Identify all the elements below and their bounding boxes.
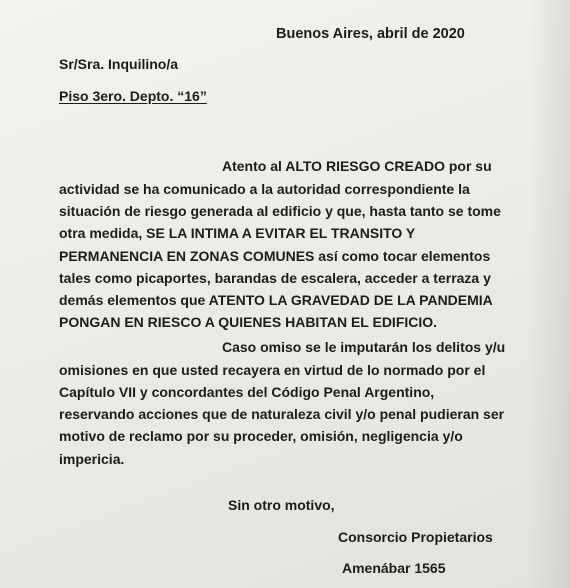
paragraph-line: reservando acciones que de naturaleza civil y/o penal pudieran ser — [59, 406, 505, 422]
paragraph-line: actividad se ha comunicado a la autoridad correspondiente la — [59, 181, 470, 197]
paragraph-line: PERMANENCIA EN ZONAS COMUNES así como tocar elementos — [59, 248, 491, 264]
paragraph-line: situación de riesgo generada al edificio y que, hasta tanto se tome — [59, 203, 501, 219]
signature-name: Consorcio Propietarios — [338, 529, 493, 545]
paragraph-line: motivo de reclamo por su proceder, omisión, negligencia y/o — [59, 428, 463, 444]
paragraph-line: Atento al ALTO RIESGO CREADO por su — [222, 158, 492, 174]
paragraph-line: demás elementos que ATENTO LA GRAVEDAD DE LA PANDEMIA — [59, 292, 493, 308]
paragraph-line: otra medida, SE LA INTIMA A EVITAR EL TRANSITO Y — [59, 225, 416, 241]
unit-line: Piso 3ero. Depto. “16” — [59, 88, 207, 104]
paragraph-line: tales como picaportes, barandas de escalera, acceder a terraza y — [59, 270, 491, 286]
paragraph-line: Caso omiso se le imputarán los delitos y/u — [222, 339, 506, 355]
addressee: Sr/Sra. Inquilino/a — [59, 56, 179, 72]
paragraph-line: omisiones en que usted recayera en virtud de lo normado por el — [59, 362, 486, 378]
signature-address: Amenábar 1565 — [342, 560, 446, 576]
paragraph-line: impericia. — [59, 451, 125, 467]
date-line: Buenos Aires, abril de 2020 — [276, 26, 465, 42]
page-shadow — [530, 0, 570, 588]
paragraph-line: Capítulo VII y concordantes del Código Penal Argentino, — [59, 384, 435, 400]
paragraph-line: PONGAN EN RIESCO A QUIENES HABITAN EL EDIFICIO. — [59, 314, 438, 330]
closing-line: Sin otro motivo, — [228, 497, 335, 513]
